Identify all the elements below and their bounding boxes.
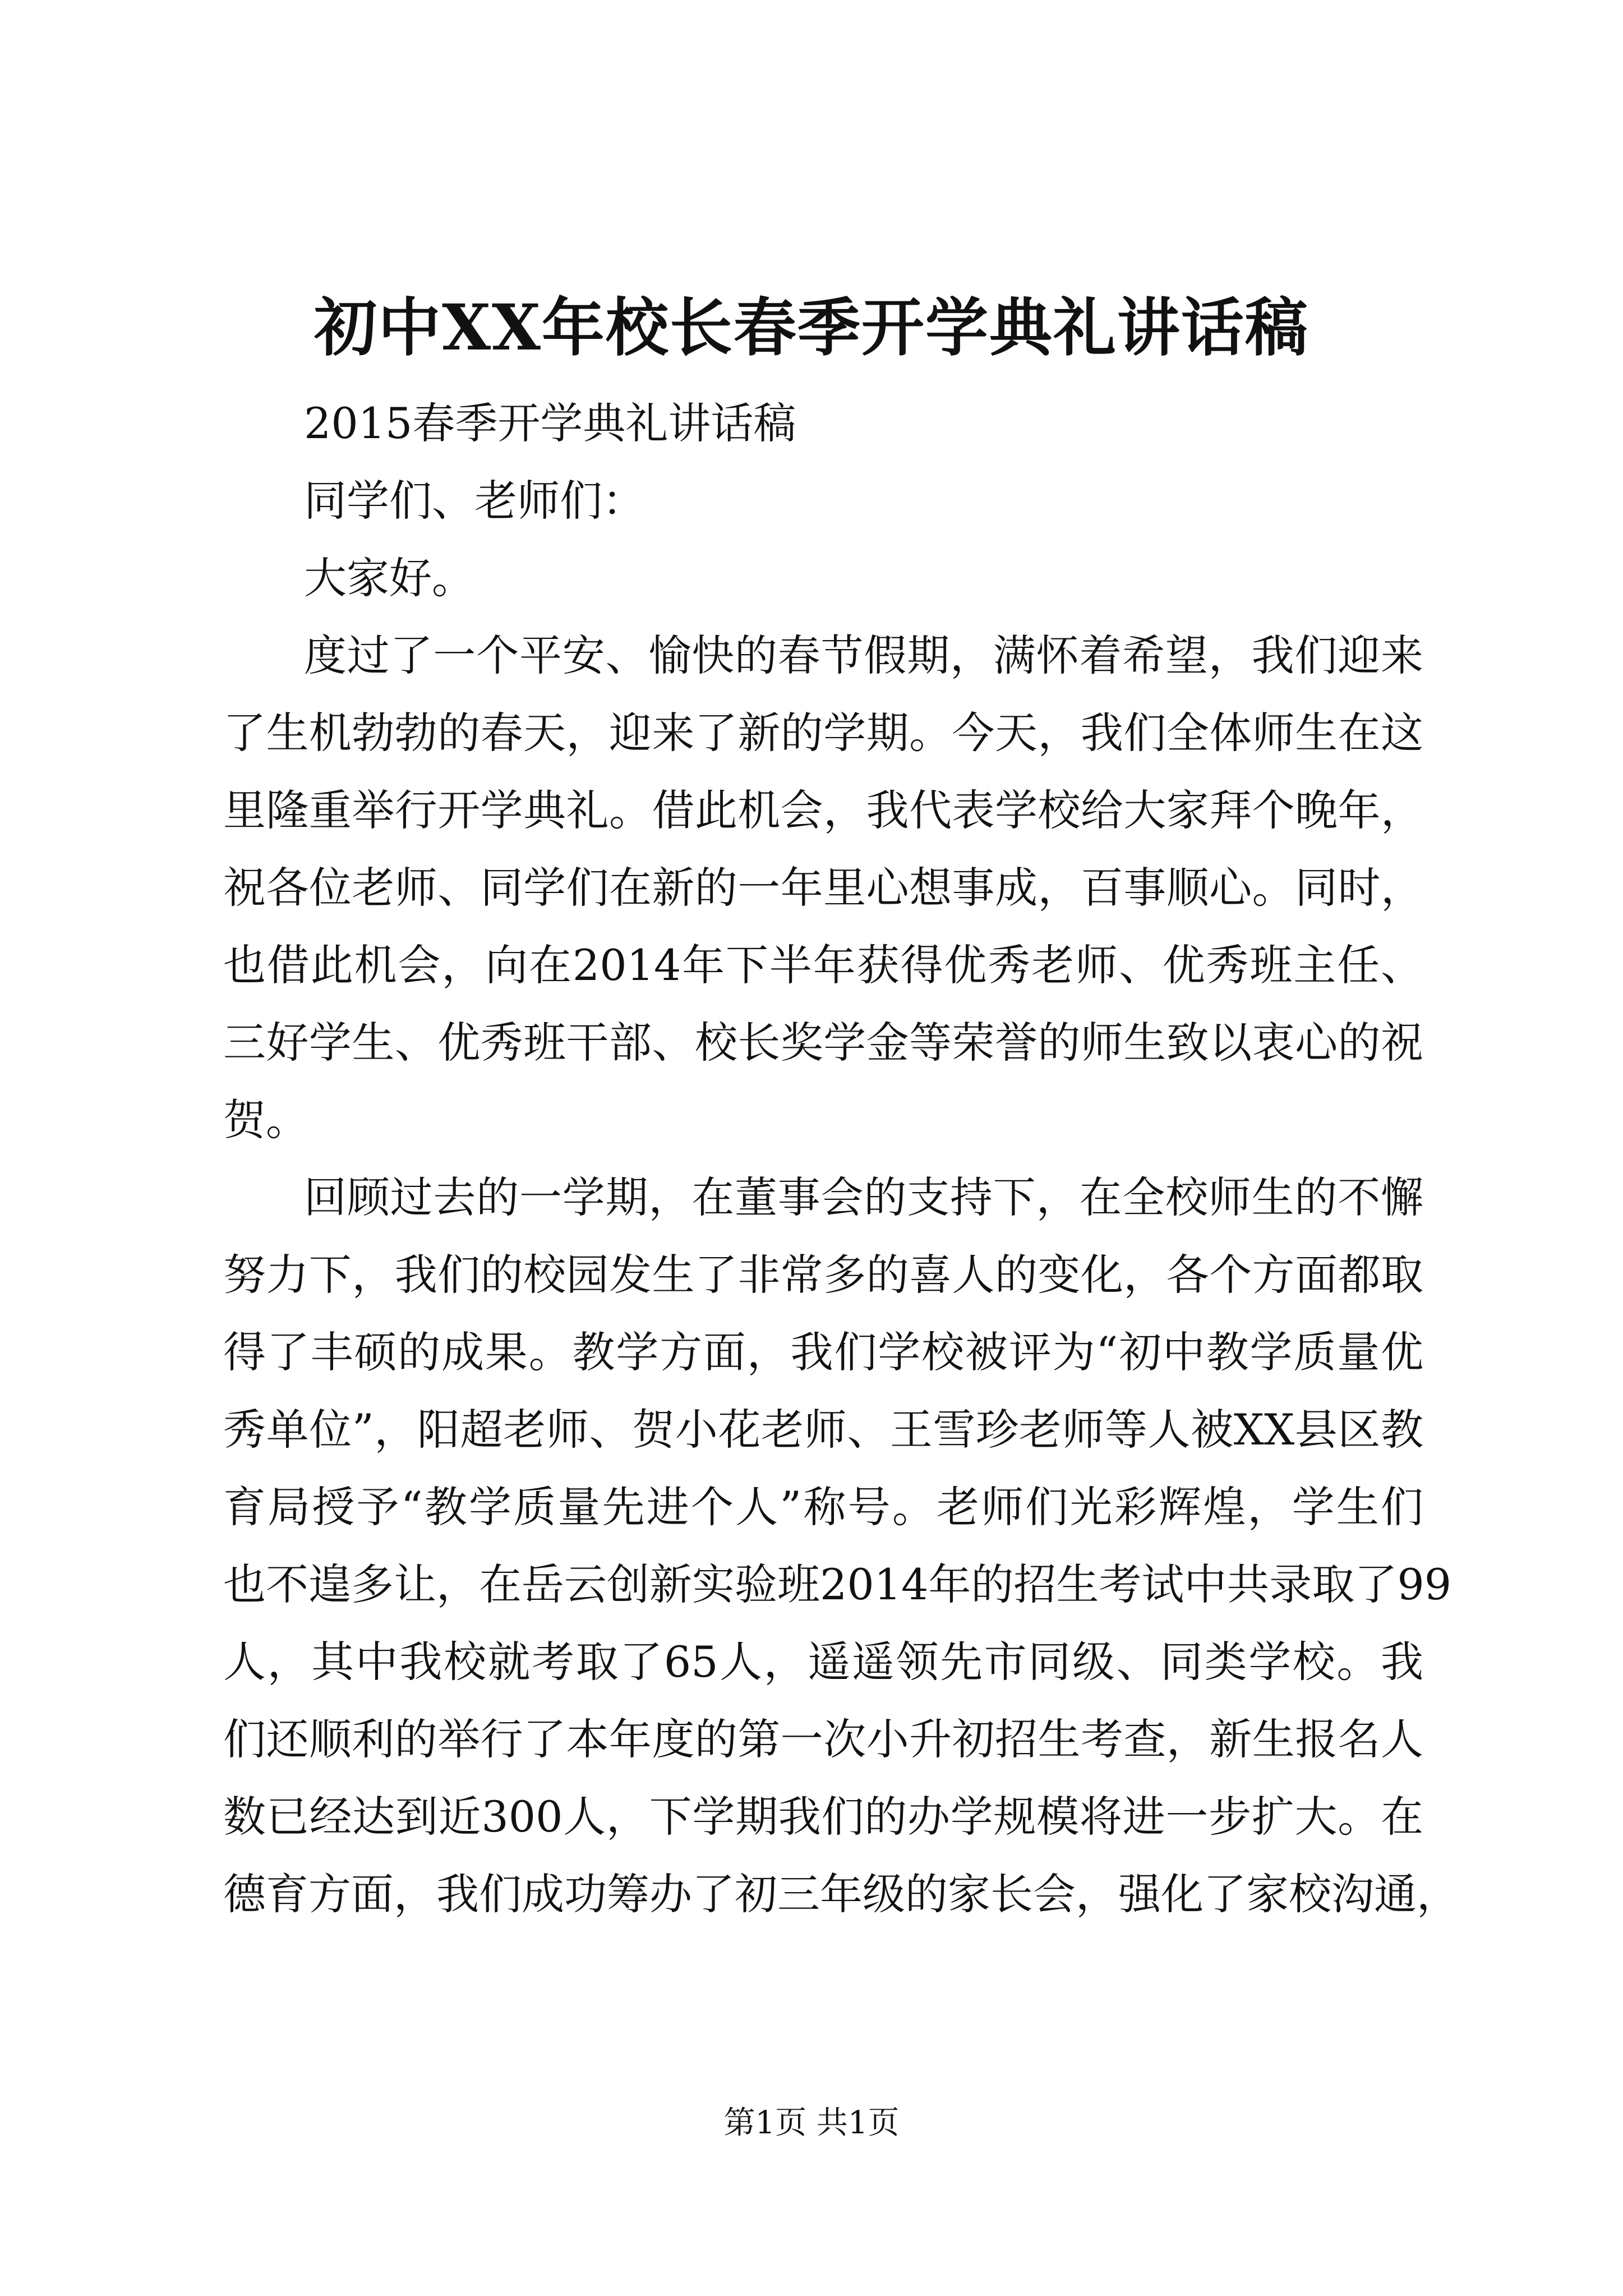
paragraph-2-line-5: 育局授予“教学质量先进个人”称号。老师们光彩辉煌，学生们 <box>223 1482 1423 1532</box>
subtitle-line: 2015春季开学典礼讲话稿 <box>304 398 796 448</box>
paragraph-1-line-2: 了生机勃勃的春天，迎来了新的学期。今天，我们全体师生在这 <box>223 708 1423 758</box>
greeting-line: 大家好。 <box>304 553 474 603</box>
salutation-line: 同学们、老师们： <box>304 476 645 526</box>
paragraph-2-line-6: 也不遑多让，在岳云创新实验班2014年的招生考试中共录取了99 <box>223 1559 1452 1609</box>
page-number-footer: 第1页 共1页 <box>723 2105 900 2141</box>
paragraph-1-line-6: 三好学生、优秀班干部、校长奖学金等荣誉的师生致以衷心的祝 <box>223 1018 1423 1068</box>
paragraph-1-line-1: 度过了一个平安、愉快的春节假期，满怀着希望，我们迎来 <box>304 631 1423 680</box>
document-title: 初中XX年校长春季开学典礼讲话稿 <box>314 291 1309 365</box>
paragraph-2-line-8: 们还顺利的举行了本年度的第一次小升初招生考查，新生报名人 <box>223 1714 1423 1764</box>
paragraph-2-line-1: 回顾过去的一学期，在董事会的支持下，在全校师生的不懈 <box>304 1172 1423 1222</box>
paragraph-1-line-7: 贺。 <box>223 1095 308 1145</box>
paragraph-2-line-7: 人，其中我校就考取了65人，遥遥领先市同级、同类学校。我 <box>223 1637 1423 1687</box>
paragraph-2-line-4: 秀单位”，阳超老师、贺小花老师、王雪珍老师等人被XX县区教 <box>223 1405 1423 1455</box>
paragraph-2-line-2: 努力下，我们的校园发生了非常多的喜人的变化，各个方面都取 <box>223 1250 1423 1300</box>
paragraph-1-line-5: 也借此机会，向在2014年下半年获得优秀老师、优秀班主任、 <box>223 940 1423 990</box>
paragraph-1-line-4: 祝各位老师、同学们在新的一年里心想事成，百事顺心。同时， <box>223 863 1423 913</box>
paragraph-2-line-10: 德育方面，我们成功筹办了初三年级的家长会，强化了家校沟通， <box>223 1869 1459 1919</box>
paragraph-2-line-3: 得了丰硕的成果。教学方面，我们学校被评为“初中教学质量优 <box>223 1327 1423 1377</box>
paragraph-1-line-3: 里隆重举行开学典礼。借此机会，我代表学校给大家拜个晚年， <box>223 785 1423 835</box>
paragraph-2-line-9: 数已经达到近300人，下学期我们的办学规模将进一步扩大。在 <box>223 1792 1423 1842</box>
